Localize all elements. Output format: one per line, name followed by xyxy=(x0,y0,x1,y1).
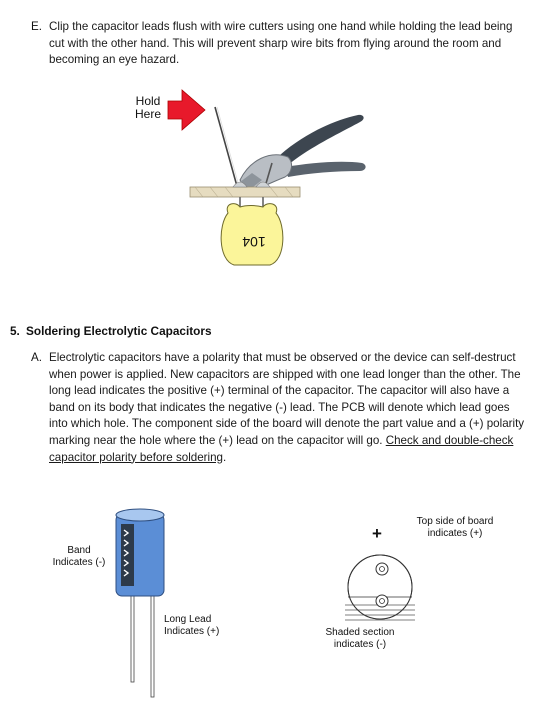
plier-handle-lower xyxy=(285,162,366,177)
pcb-board xyxy=(190,187,300,197)
band-label-line1: Band xyxy=(67,545,91,556)
cutter-illustration xyxy=(120,85,370,290)
step-a-text: Electrolytic capacitors have a polarity that must be observed or the device can self-destruct when power is applied. New capacitors are shipped with one lead longer than the other. The long lead indicates the positive (+) terminal of the capacitor. The capacitor will also have a band on its body that indicates the negative (-) lead. The PCB will denote which lead goes into which hole. The component side of the board will denote the part value and a (+) polarity marking near the hole where the (+) lead on the capacitor will go. xyxy=(49,351,525,447)
figure-electrolytic-capacitor xyxy=(40,500,240,700)
band-label-line2: Indicates (-) xyxy=(52,556,106,568)
shaded-section-label xyxy=(310,627,410,650)
long-lead-label-line1: Long Lead xyxy=(164,614,212,625)
section-title: Soldering Electrolytic Capacitors xyxy=(26,324,212,338)
plier-handle-upper xyxy=(280,115,364,165)
polarity-warning: Check and double-check capacitor polarity before soldering xyxy=(49,433,514,464)
top-side-label-line1: Top side of board xyxy=(416,516,494,527)
figure-wire-cutter xyxy=(120,85,370,290)
top-side-label-line2: indicates (+) xyxy=(427,527,483,539)
step-e-marker: E. xyxy=(31,20,42,33)
band-label xyxy=(40,545,118,568)
shaded-label-line1: Shaded section xyxy=(325,627,395,638)
step-a-trailing: . xyxy=(223,450,227,464)
red-arrow-icon xyxy=(168,90,205,130)
hold-label-line2: Here xyxy=(134,107,161,121)
long-lead xyxy=(151,595,154,697)
long-lead-label-line2: Indicates (+) xyxy=(164,625,220,637)
hold-label-line1: Hold xyxy=(135,94,161,108)
step-e-text: Clip the capacitor leads flush with wire cutters using one hand while holding the lead being cut with the other hand. This will prevent sharp wire bits from flying around the room and becoming an eye hazard. xyxy=(49,20,513,67)
shaded-label-line2: indicates (-) xyxy=(333,638,387,650)
short-lead xyxy=(131,595,134,682)
long-lead-label xyxy=(164,614,244,637)
electrolytic-capacitor-illustration xyxy=(40,500,240,700)
step-a-marker: A. xyxy=(31,351,42,364)
capacitor-code: 104 xyxy=(242,234,266,250)
figure-pcb-footprint xyxy=(310,510,520,660)
section-number: 5. xyxy=(10,324,20,338)
plus-symbol: + xyxy=(372,524,382,543)
step-a-paragraph xyxy=(49,350,527,466)
